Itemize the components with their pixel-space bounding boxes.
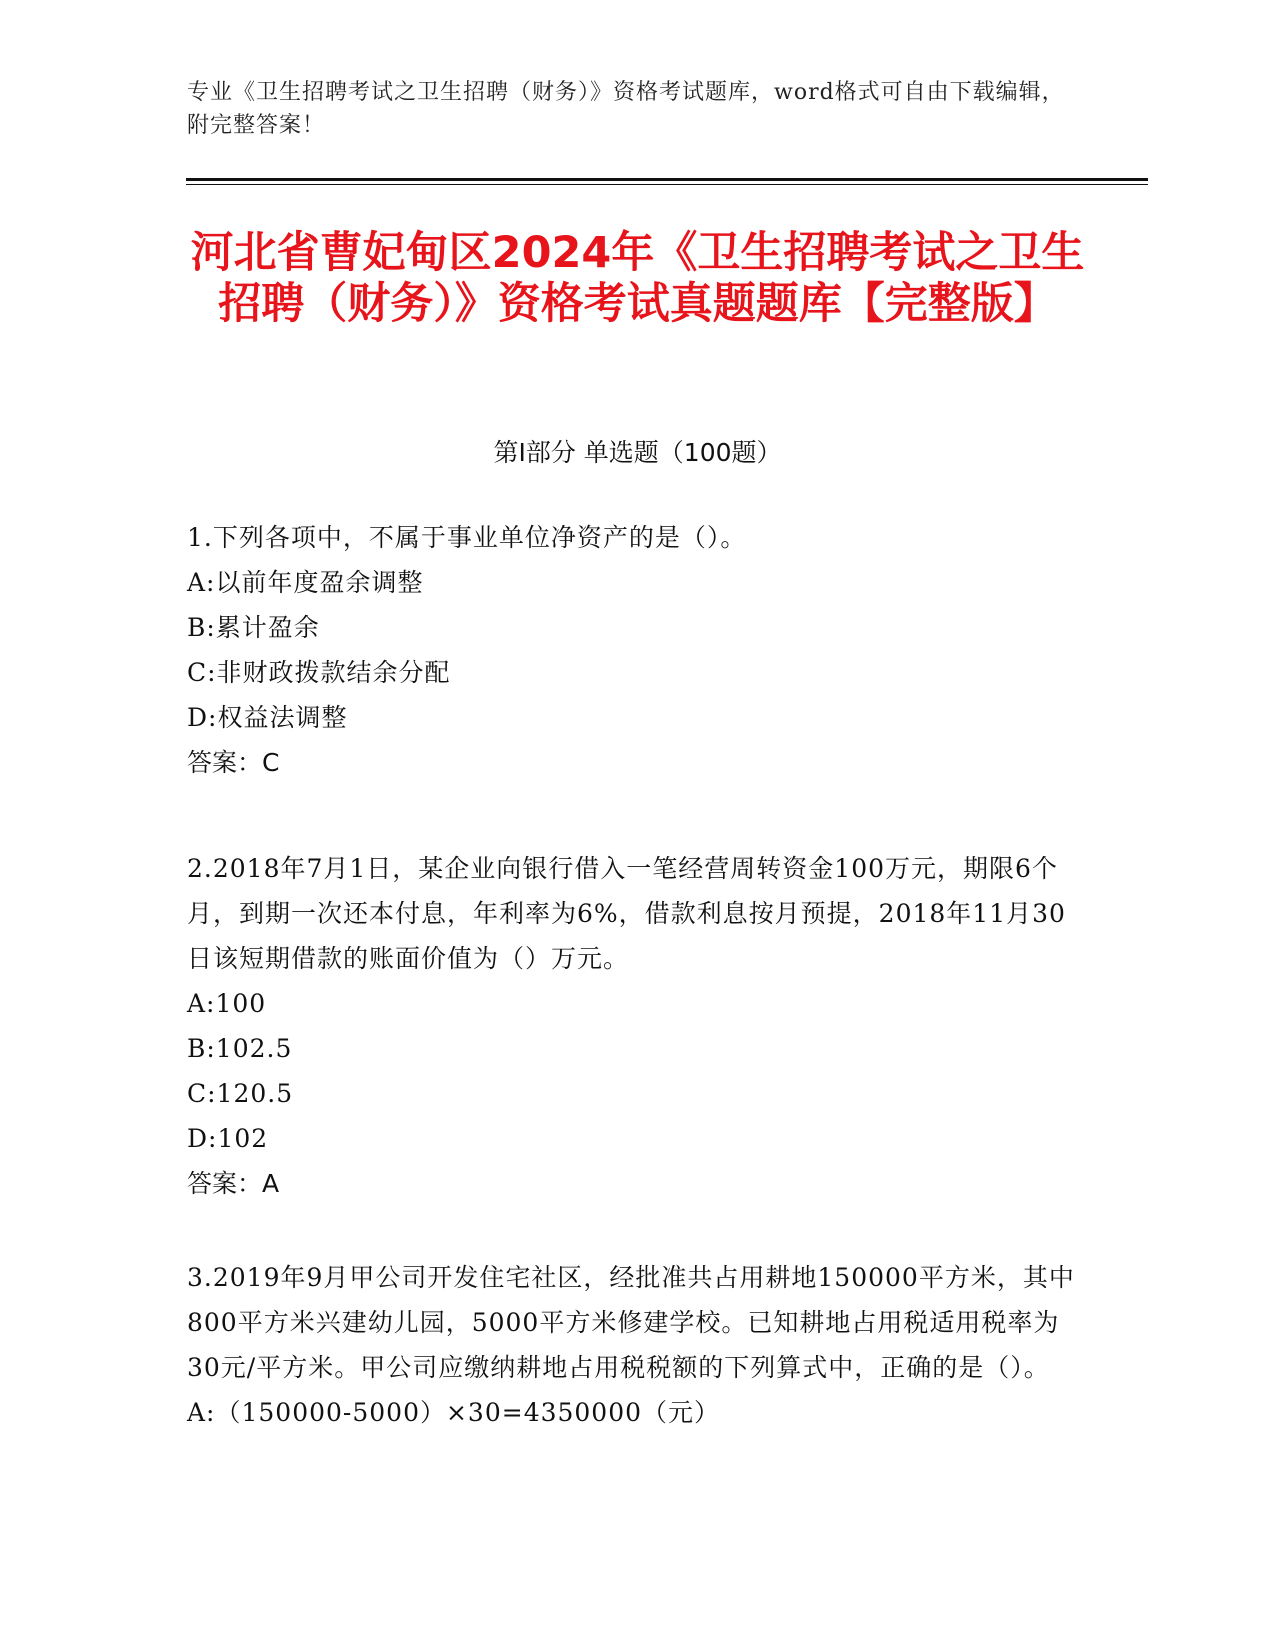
option-c: C:120.5 xyxy=(187,1079,294,1108)
question-3 xyxy=(187,1255,1087,1435)
header-note: 专业《卫生招聘考试之卫生招聘（财务）》资格考试题库，word格式可自由下载编辑，附完整答案！ xyxy=(187,80,1065,138)
document-title: 河北省曹妃甸区2024年《卫生招聘考试之卫生招聘（财务）》资格考试真题题库【完整版】 xyxy=(190,228,1085,329)
option-a: A:100 xyxy=(187,989,267,1018)
header-rule-thick xyxy=(186,178,1148,181)
section-title: 第I部分 单选题（100题） xyxy=(493,438,782,467)
option-d: D:权益法调整 xyxy=(187,703,348,732)
answer: 答案：C xyxy=(187,748,280,777)
question-1 xyxy=(187,515,1087,785)
option-c: C:非财政拨款结余分配 xyxy=(187,658,451,687)
option-a: A:（150000-5000）×30=4350000（元） xyxy=(187,1398,721,1427)
question-stem: 3.2019年9月甲公司开发住宅社区，经批准共占用耕地150000平方米，其中800平方米兴建幼儿园，5000平方米修建学校。已知耕地占用税适用税率为30元/平方米。甲公司应缴纳耕地占用税税额的下列算式中，正确的是（）。 xyxy=(187,1263,1075,1382)
question-stem: 1.下列各项中，不属于事业单位净资产的是（）。 xyxy=(187,523,747,552)
answer: 答案：A xyxy=(187,1169,280,1198)
question-stem: 2.2018年7月1日，某企业向银行借入一笔经营周转资金100万元，期限6个月，到期一次还本付息，年利率为6%，借款利息按月预提，2018年11月30日该短期借款的账面价值为（）万元。 xyxy=(187,854,1066,973)
option-d: D:102 xyxy=(187,1124,269,1153)
option-b: B:累计盈余 xyxy=(187,613,320,642)
header-rule-thin xyxy=(186,184,1148,185)
option-a: A:以前年度盈余调整 xyxy=(187,568,424,597)
question-2 xyxy=(187,846,1087,1206)
option-b: B:102.5 xyxy=(187,1034,293,1063)
